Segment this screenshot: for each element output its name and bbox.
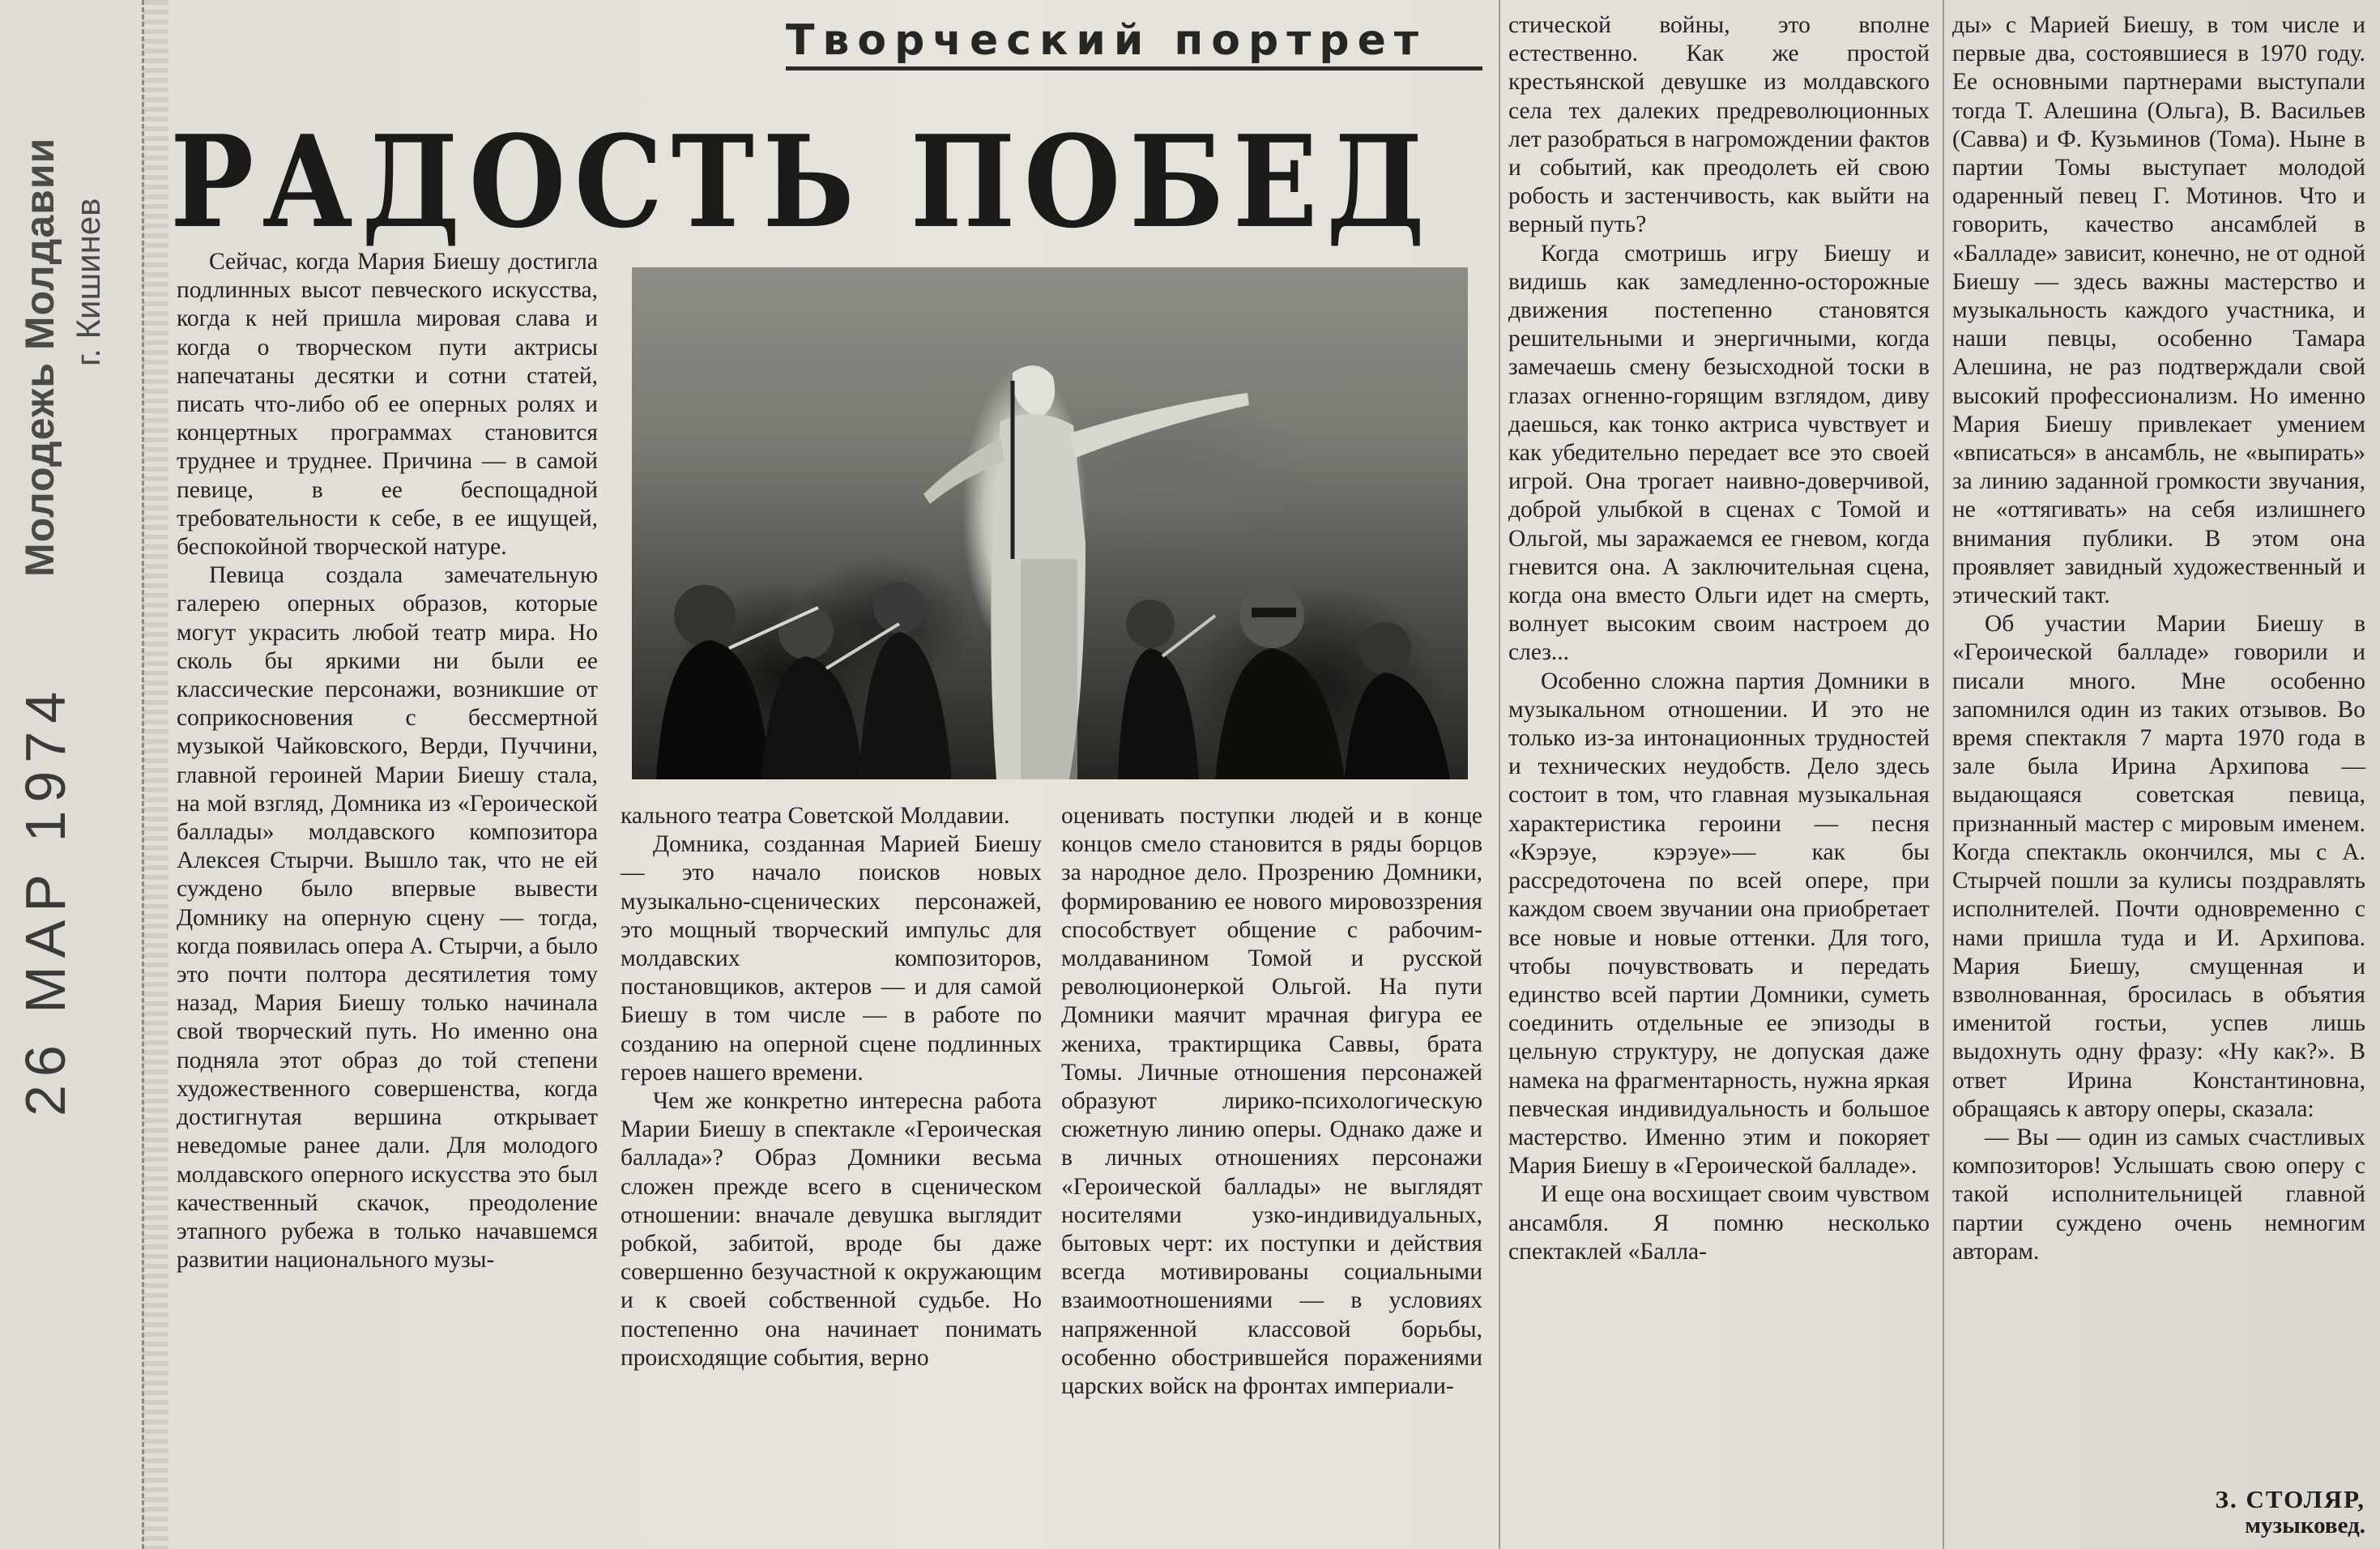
article-headline: РАДОСТЬ ПОБЕД [170,108,1434,256]
paragraph: стической войны, это вполне естественно. Как же простой крестьянской девушке из молдавского села тех далеких предреволюционных лет разобраться в нагромождении фактов и событий, как преодолеть ей свою робость и застенчивость, как выйти на верный путь? [1508,12,1930,238]
article-column-4 [1508,11,1930,1266]
column-rule [1499,0,1500,1549]
newspaper-name-stamp: Молодежь Молдавии [17,137,62,577]
paragraph: оценивать поступки людей и в конце концов смело становится в ряды борцов за народное дело. Прозрению Домники, формированию ее нового мировоззрения способствует общение с рабочим-молдаванином Томой и русской революционеркой Ольгой. На пути Домники маячит мрачная фигура ее жениха, трактирщика Саввы, брата Томы. Личные отношения персонажей образуют лирико-психологическую сюжетную линию оперы. Однако даже и в личных отношениях персонажи «Героической баллады» не выглядят носителями узко-индивидуальных, бытовых черт: их поступки и действия всегда мотивированы социальными взаимоотношениями — в условиях напряженной классовой борьбы, особенно обострившейся поражениями царских войск на фронтах империали- [1061,803,1482,1400]
concert-photo [632,267,1468,779]
author-title: музыковед. [2245,1513,2365,1538]
article-column-5 [1952,11,2365,1266]
paragraph: кального театра Советской Молдавии. [621,803,1010,829]
paragraph: Чем же конкретно интересна работа Марии Биешу в спектакле «Героическая баллада»? Образ Домники весьма сложен прежде всего в сценическом отношении: вначале девушка выглядит робкой, забитой, вроде бы даже совершенно безучастной к окружающим и к своей собственной судьбе. Но постепенно она начинает понимать происходящие события, верно [621,1088,1042,1371]
city-stamp: г. Кишинев [69,198,107,366]
paragraph: ды» с Марией Биешу, в том числе и первые два, состоявшиеся в 1970 году. Ее основными партнерами выступали тогда Т. Алешина (Ольга), В. Васильев (Савва) и Ф. Кузьминов (Тома). Ныне в партии Томы выступает молодой одаренный певец Г. Мотинов. Что и говорить, качество ансамблей в «Балладе» зависит, конечно, не от одной Биешу — здесь важны мастерство и музыкальность каждого участника, и наши певцы, особенно Тамара Алешина, не раз подтверждали свой высокий профессионализм. Но именно Мария Биешу привлекает умением «вписаться» в ансамбль, не «выпирать» за линию заданной громкости звучания, не «оттягивать» на себя излишнего внимания публики. В этом она проявляет завидный художественный и этический такт. [1952,12,2365,609]
article-column-1 [177,248,598,1274]
date-stamp: 26 МАР 1974 [14,683,77,1116]
torn-edge [142,0,168,1549]
author-signature: З. СТОЛЯР, [2215,1485,2365,1513]
paragraph: И еще она восхищает своим чувством ансамбля. Я помню несколько спектаклей «Балла- [1508,1181,1930,1265]
paragraph: — Вы — один из самых счастливых композиторов! Услышать свою оперу с такой исполнительницей главной партии суждено очень немногим авторам. [1952,1124,2365,1265]
column-rule [1943,0,1944,1549]
paragraph: Об участии Марии Биешу в «Героической балладе» говорили и писали много. Мне особенно запомнился один из таких отзывов. Во время спектакля 7 марта 1970 года в зале была Ирина Архипова —выдающаяся советская певица, признанный мастер с мировым именем. Когда спектакль окончился, мы с А. Стырчей пошли за кулисы поздравлять исполнителей. Почти одновременно с нами пришла туда и И. Архипова. Мария Биешу, смущенная и взволнованная, бросилась в объятия именитой гостьи, успев лишь выдохнуть одну фразу: «Ну как?». В ответ Ирина Константиновна, обращаясь к автору оперы, сказала: [1952,611,2365,1122]
paragraph: Сейчас, когда Мария Биешу достигла подлинных высот певческого искусства, когда к ней пришла мировая слава и когда о творческом пути актрисы напечатаны десятки и сотни статей, писать что-либо об ее оперных ролях и концертных программах становится труднее и труднее. Причина — в самой певице, в ее беспощадной требовательности к себе, в ее ищущей, беспокойной творческой натуре. [177,249,598,561]
rubric-heading: Творческий портрет [786,16,1482,70]
article-column-2 [621,802,1042,1372]
article-column-3 [1061,802,1482,1401]
paragraph: Особенно сложна партия Домники в музыкальном отношении. И это не только из-за интонационных трудностей и технических неудобств. Дело здесь состоит в том, что главная музыкальная характеристика героини — песня «Кэрэуе, кэрэуе»— как бы рассредоточена по всей опере, при каждом своем звучании она приобретает все новые и новые оттенки. Для того, чтобы почувствовать и передать единство всей партии Домники, суметь соединить отдельные ее эпизоды в цельную структуру, не допуская даже намека на фрагментарность, нужна яркая певческая индивидуальность и большое мастерство. Именно этим и покоряет Мария Биешу в «Героической балладе». [1508,668,1930,1180]
singer-with-orchestra-image [632,267,1468,779]
paragraph: Когда смотришь игру Биешу и видишь как замедленно-осторожные движения постепенно становятся решительными и энергичными, когда замечаешь смену безысходной тоски в глазах огненно-горящим взглядом, диву даешься, как тонко актриса чувствует и как убедительно передает все это своей игрой. Она трогает наивно-доверчивой, доброй улыбкой в сценах с Томой и Ольгой, мы заражаемся ее гневом, когда гневится она. А заключительная сцена, когда она вместо Ольги идет на смерть, волнует высоким своим настроем до слез... [1508,240,1930,666]
paragraph: Певица создала замечательную галерею оперных образов, которые могут украсить любой театр мира. Но сколь бы яркими ни были ее классические персонажи, возникшие от соприкосновения с бессмертной музыкой Чайковского, Верди, Пуччини, главной героиней Марии Биешу стала, на мой взгляд, Домника из «Героической баллады» молдавского композитора Алексея Стырчи. Вышло так, что не ей суждено было впервые вывести Домнику на оперную сцену — тогда, когда появилась опера А. Стырчи, а было это почти полтора десятилетия тому назад, Мария Биешу только начинала свой творческий путь. Но именно она подняла этот образ до той степени художественного совершенства, когда достигнутая вершина открывает неведомые ранее дали. Для молодого молдавского оперного искусства это был качественный скачок, преодоление этапного рубежа в только начавшемся развитии национального музы- [177,562,598,1274]
paragraph: Домника, созданная Марией Биешу — это начало поисков новых музыкально-сценических персонажей, это мощный творческий импульс для молдавских композиторов, постановщиков, актеров — и для самой Биешу в том числе — в работе по созданию на оперной сцене подлинных героев нашего времени. [621,831,1042,1086]
